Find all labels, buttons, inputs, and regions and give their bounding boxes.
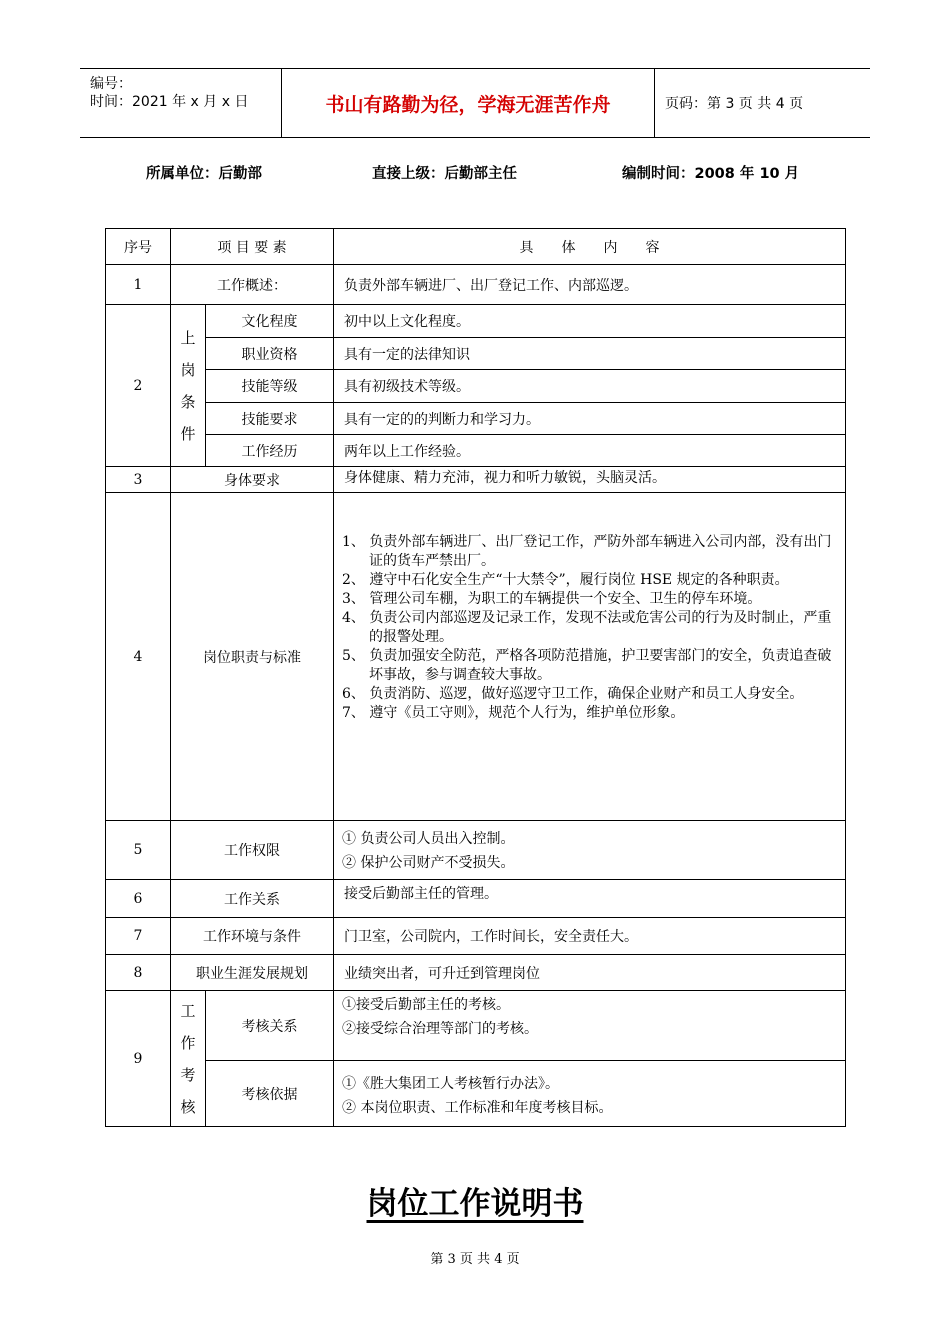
duty-item: 3、 管理公司车棚，为职工的车辆提供一个安全、卫生的停车环境。: [342, 591, 762, 607]
meta-unit: 所属单位：后勤部: [146, 166, 262, 182]
row-number: 4: [133, 648, 143, 665]
row-content: 接受后勤部主任的管理。: [344, 886, 498, 902]
row-item: 职业生涯发展规划: [196, 965, 308, 982]
sub-content: 两年以上工作经验。: [344, 443, 470, 460]
group-label-assessment: 工 作 考 核: [180, 1001, 196, 1116]
header-motto: 书山有路勤为径，学海无涯苦作舟: [282, 69, 655, 137]
meta-date: 编制时间：2008 年 10 月: [622, 166, 800, 182]
group-label-qualifications: 上 岗 条 件: [180, 328, 196, 443]
duty-item: 6、 负责消防、巡逻，做好巡逻守卫工作，确保企业财产和员工人身安全。: [342, 686, 804, 702]
sub-item: 考核关系: [241, 1018, 298, 1035]
col-header-item: 项 目 要 素: [217, 239, 287, 256]
col-header-no: 序号: [124, 239, 152, 256]
duty-item: 1、 负责外部车辆进厂、出厂登记工作，严防外部车辆进入公司内部，没有出门证的货车严禁出厂。: [342, 534, 832, 569]
duty-item: 5、 负责加强安全防范，严格各项防范措施，护卫要害部门的安全，负责追查破坏事故，参与调查较大事故。: [342, 648, 832, 683]
row-number: 6: [133, 890, 143, 907]
row-number: 8: [133, 964, 143, 981]
row-number: 9: [133, 1050, 143, 1067]
row-item: 岗位职责与标准: [203, 649, 301, 666]
header-info-cell: [80, 69, 282, 137]
page-footer: 第 3 页 共 4 页: [430, 1252, 520, 1267]
row-item: 工作环境与条件: [203, 929, 301, 945]
row-number: 7: [133, 928, 143, 944]
duty-item: 2、 遵守中石化安全生产“十大禁令”，履行岗位 HSE 规定的各种职责。: [342, 572, 789, 588]
sub-content: ①接受后勤部主任的考核。 ②接受综合治理等部门的考核。: [342, 997, 538, 1037]
sub-item: 考核依据: [241, 1086, 298, 1103]
doc-number-label: 编号：: [90, 76, 132, 92]
row-content: 业绩突出者，可升迁到管理岗位: [344, 965, 540, 982]
row-item: 工作权限: [224, 843, 280, 859]
sub-item: 文化程度: [241, 314, 298, 330]
sub-content: 具有一定的的判断力和学习力。: [344, 411, 540, 428]
header-page-label: 页码：第 3 页 共 4 页: [665, 96, 804, 112]
document-title: 岗位工作说明书: [366, 1186, 584, 1222]
row-item: 身体要求: [224, 472, 280, 489]
duties-list: [342, 533, 842, 723]
sub-item: 工作经历: [241, 443, 298, 460]
col-header-content: 具 体 内 容: [519, 239, 660, 256]
sub-content: 具有一定的法律知识: [344, 346, 470, 363]
duty-item: 4、 负责公司内部巡逻及记录工作，发现不法或危害公司的行为及时制止，严重的报警处理。: [342, 610, 832, 645]
row-content: 身体健康、精力充沛，视力和听力敏锐，头脑灵活。: [344, 470, 666, 486]
meta-superior: 直接上级：后勤部主任: [372, 166, 517, 182]
sub-content: ①《胜大集团工人考核暂行办法》。 ② 本岗位职责、工作标准和年度考核目标。: [342, 1076, 613, 1116]
sub-item: 职业资格: [241, 346, 298, 363]
row-content: 门卫室，公司院内，工作时间长，安全责任大。: [344, 929, 638, 945]
row-content: ① 负责公司人员出入控制。 ② 保护公司财产不受损失。: [342, 831, 515, 871]
row-number: 3: [133, 471, 143, 488]
row-number: 1: [133, 276, 143, 293]
page-header: [80, 68, 870, 138]
row-content: 负责外部车辆进厂、出厂登记工作、内部巡逻。: [344, 277, 638, 294]
duty-item: 7、 遵守《员工守则》，规范个人行为，维护单位形象。: [342, 705, 685, 721]
row-number: 5: [133, 842, 143, 858]
sub-item: 技能要求: [241, 411, 298, 428]
sub-content: 初中以上文化程度。: [344, 314, 470, 330]
row-item: 工作概述：: [217, 277, 287, 294]
sub-content: 具有初级技术等级。: [344, 379, 470, 395]
sub-item: 技能等级: [241, 379, 298, 395]
row-item: 工作关系: [224, 891, 280, 908]
row-number: 2: [133, 377, 143, 394]
doc-time-label: 时间：2021 年 x 月 x 日: [90, 94, 249, 110]
